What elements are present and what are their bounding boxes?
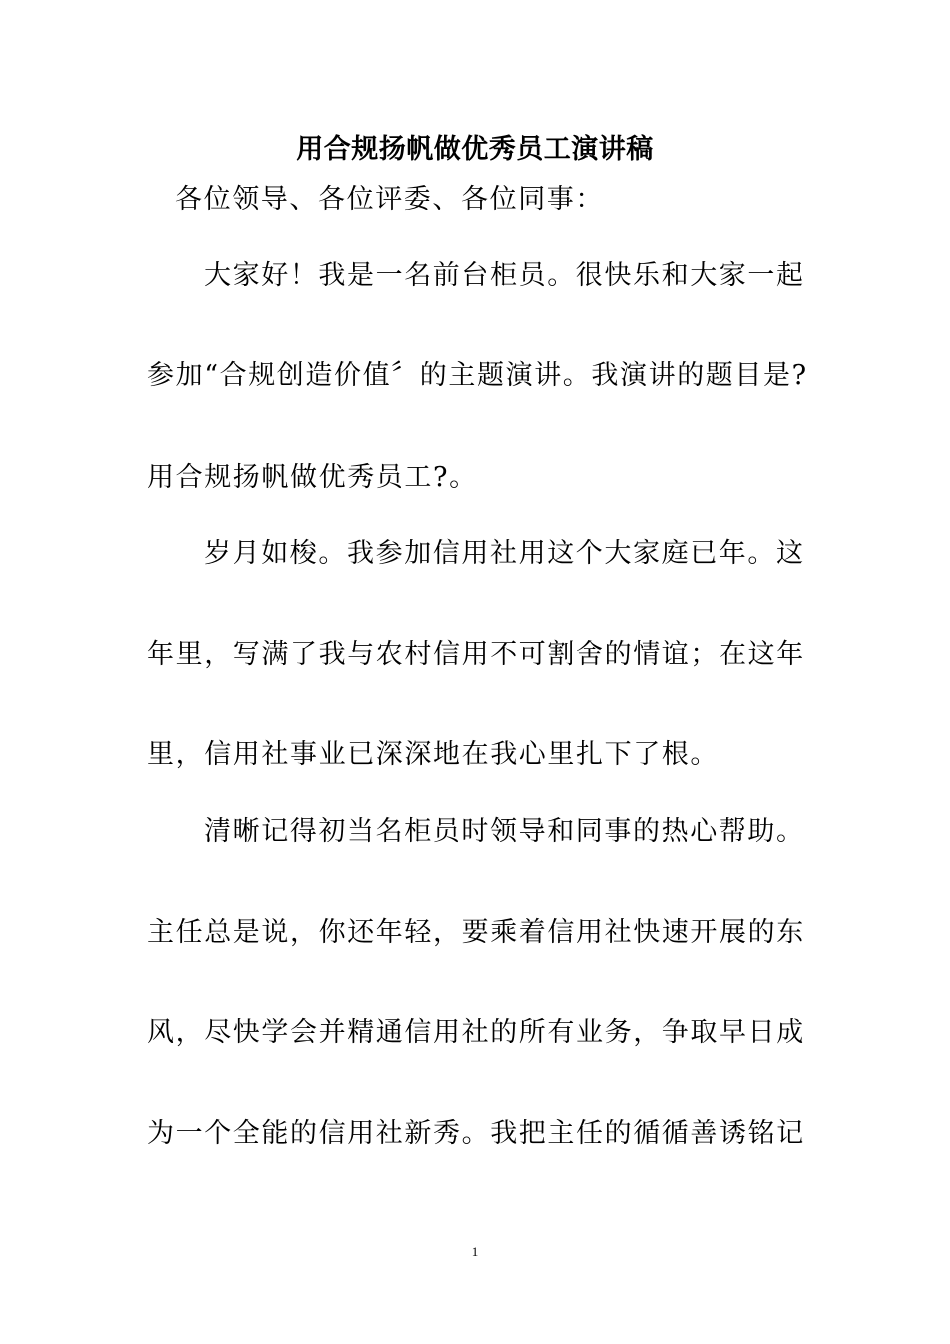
- paragraph-line: 风，尽快学会并精通信用社的所有业务，争取早日成: [147, 1017, 805, 1048]
- paragraph-line: 岁月如梭。我参加信用社用这个大家庭已年。这: [204, 538, 805, 569]
- paragraph-line: 参加“合规创造价值〞的主题演讲。我演讲的题目是?: [147, 360, 808, 391]
- paragraph-line: 用合规扬帆做优秀员工?。: [147, 462, 478, 493]
- salutation: 各位领导、各位评委、各位同事：: [175, 184, 604, 215]
- paragraph-line: 年里，写满了我与农村信用不可割舍的情谊；在这年: [147, 639, 805, 670]
- paragraph-line: 主任总是说，你还年轻，要乘着信用社快速开展的东: [147, 917, 805, 948]
- paragraph-line: 为一个全能的信用社新秀。我把主任的循循善诱铭记: [147, 1118, 805, 1149]
- paragraph-line: 里，信用社事业已深深地在我心里扎下了根。: [147, 739, 719, 770]
- paragraph-line: 大家好！我是一名前台柜员。很快乐和大家一起: [204, 260, 805, 291]
- document-title: 用合规扬帆做优秀员工演讲稿: [296, 134, 654, 165]
- paragraph-line: 清晰记得初当名柜员时领导和同事的热心帮助。: [204, 816, 805, 847]
- page-number: 1: [471, 1244, 479, 1259]
